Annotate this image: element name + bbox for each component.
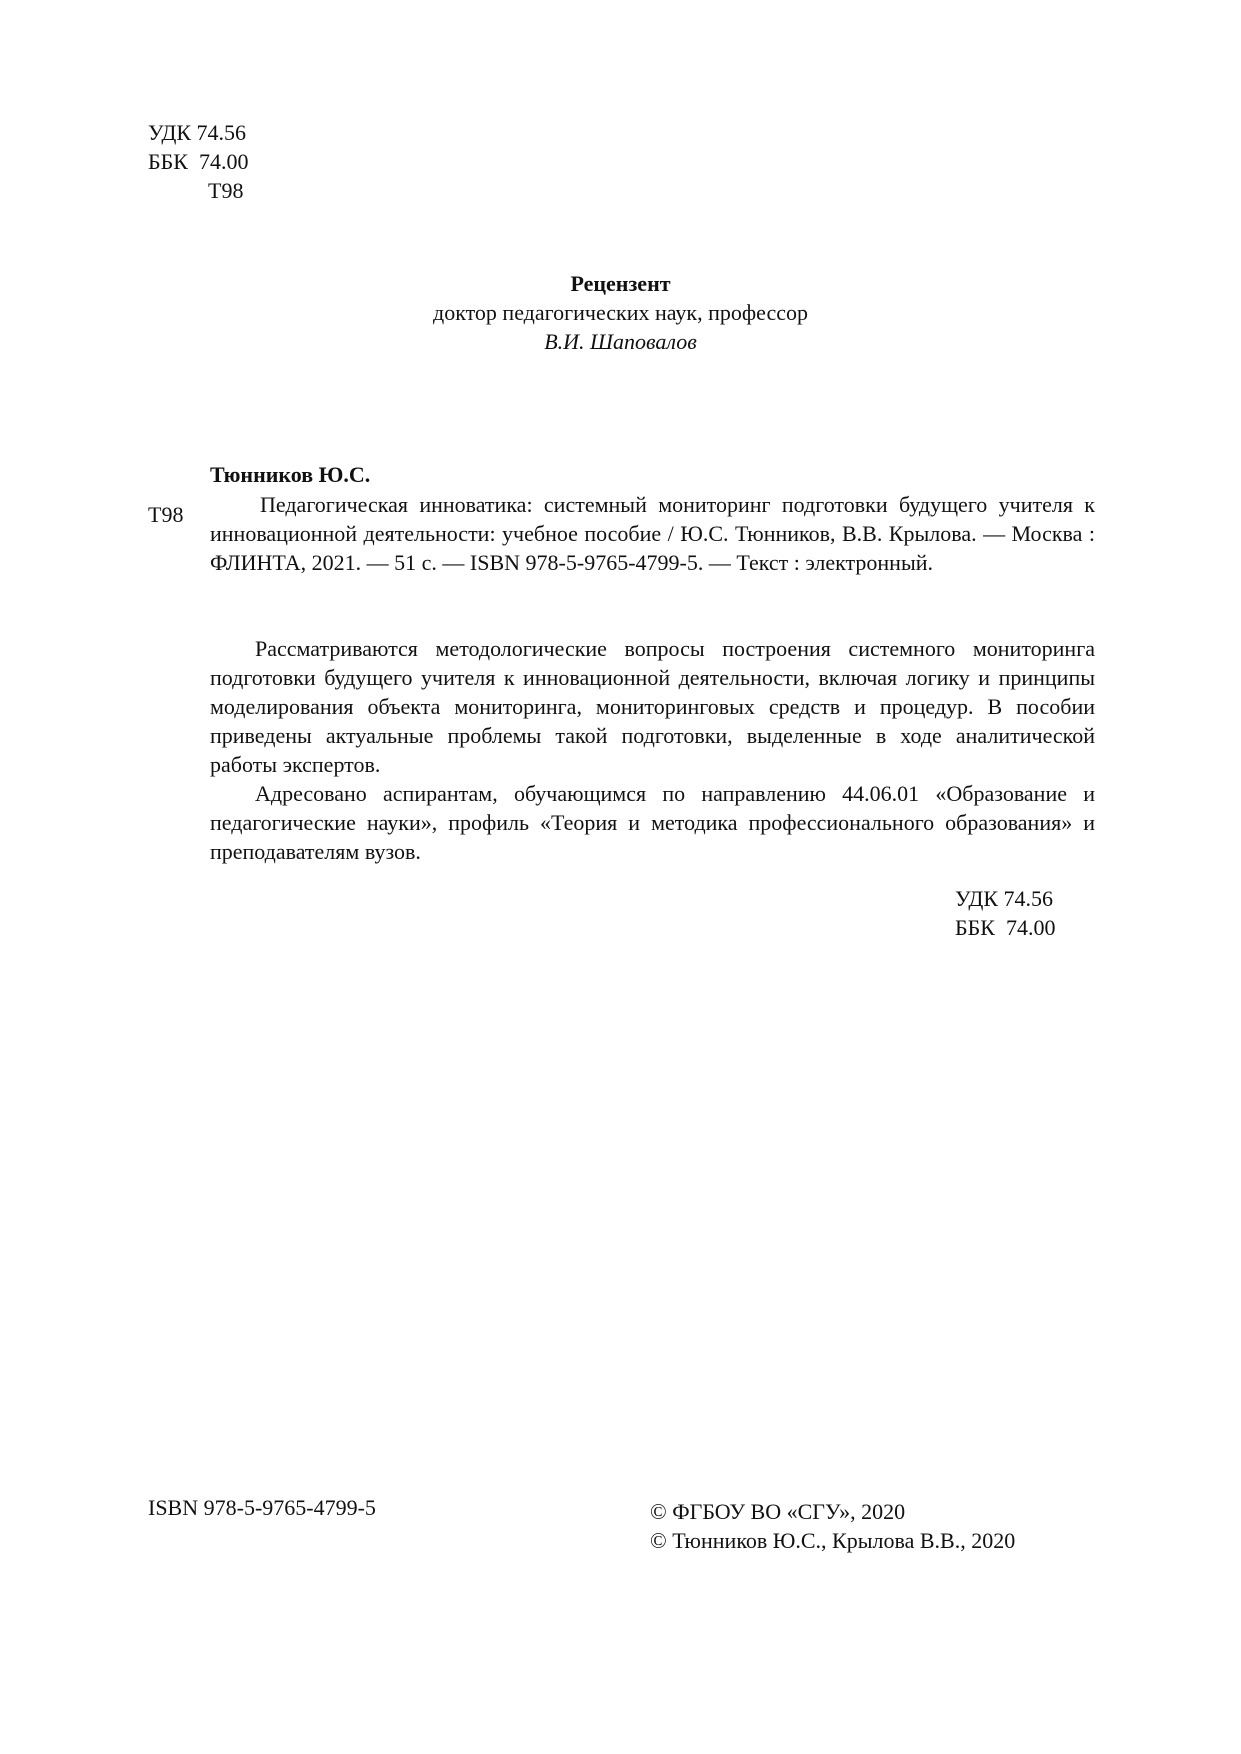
classification-bottom — [955, 884, 1055, 942]
author-mark: Т98 — [208, 178, 244, 203]
classification-top — [148, 118, 248, 205]
bibliographic-description: Педагогическая инноватика: системный мониторинг подготовки будущего учителя к инновационной деятельности: учебное пособие / Ю.С. Тюнников, В.В. Крылова. — Москва : ФЛИНТА, 2021. — 51 с. — ISBN 978-5-9765-4799-5. — Текст : электронный. — [210, 492, 1095, 575]
bbk-code: ББК 74.00 — [148, 149, 249, 174]
annotation-paragraph: Адресовано аспирантам, обучающимся по направлению 44.06.01 «Образование и педагогические науки», профиль «Теория и методика профессионального образования» и преподавателям вузов. — [210, 781, 1095, 864]
reviewer-degree: доктор педагогических наук, профессор — [433, 300, 808, 325]
annotation-paragraph: Рассматриваются методологические вопросы построения системного мониторинга подготовки будущего учителя к инновационной деятельности, включая логику и принципы моделирования объекта мониторинга, мониторинговых средств и процедур. В пособии приведены актуальные проблемы такой подготовки, выделенные в ходе аналитической работы экспертов. — [210, 636, 1095, 777]
reviewer-name: В.И. Шаповалов — [544, 329, 697, 354]
bib-author-mark: Т98 — [148, 502, 184, 527]
copyright-line: © Тюнников Ю.С., Крылова В.В., 2020 — [650, 1528, 1016, 1553]
udk-code: УДК 74.56 — [148, 120, 247, 145]
annotation — [210, 634, 1095, 866]
bbk-code: ББК 74.00 — [955, 915, 1056, 940]
copyright-line: © ФГБОУ ВО «СГУ», 2020 — [650, 1499, 906, 1524]
author-heading: Тюнников Ю.С. — [210, 462, 371, 487]
reviewer-heading: Рецензент — [570, 271, 671, 296]
isbn: ISBN 978-5-9765-4799-5 — [148, 1495, 376, 1520]
reviewer-block — [0, 269, 1241, 356]
copyright-block — [650, 1497, 1015, 1555]
udk-code: УДК 74.56 — [955, 886, 1054, 911]
